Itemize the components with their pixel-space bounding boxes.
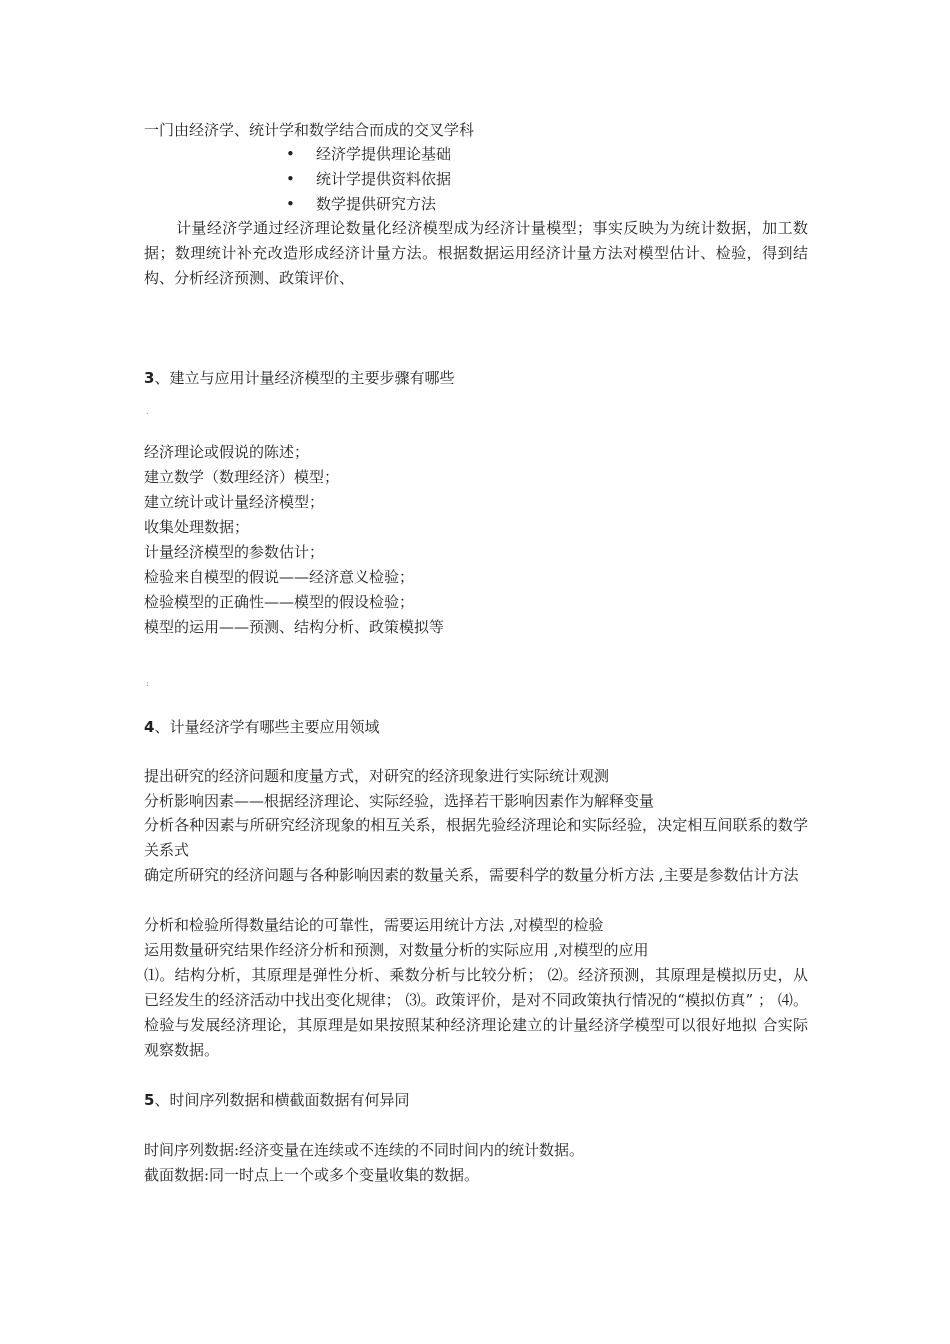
step-item: 收集处理数据；	[144, 518, 250, 536]
bullet-dot-icon: •	[286, 170, 295, 188]
intro-bullet-text: 统计学提供资料依据	[316, 170, 452, 188]
section-title: 、计量经济学有哪些主要应用领域	[154, 718, 380, 736]
section-number: 4	[144, 718, 155, 736]
application-line: 分析和检验所得数量结论的可靠性，需要运用统计方法 ,对模型的检验	[144, 916, 604, 934]
intro-bullet-text: 经济学提供理论基础	[316, 145, 452, 163]
step-item: 模型的运用——预测、结构分析、政策模拟等	[144, 618, 445, 636]
intro-bullet	[286, 142, 451, 166]
application-paragraph: 分析各种因素与所研究经济现象的相互关系，根据先验经济理论和实际经验，决定相互间联系的数学关系式	[144, 816, 808, 859]
section-4-heading	[144, 715, 379, 739]
section-number: 5	[144, 1091, 155, 1109]
section-3-heading	[144, 366, 454, 390]
application-line: 运用数量研究结果作经济分析和预测，对数量分析的实际应用 ,对模型的应用	[144, 941, 649, 959]
step-item: 检验模型的正确性——模型的假设检验；	[144, 593, 415, 611]
intro-bullet-text: 数学提供研究方法	[316, 195, 437, 213]
section-5-heading	[144, 1088, 409, 1112]
step-item: 建立数学（数理经济）模型；	[144, 468, 340, 486]
data-definition: 截面数据:同一时点上一个或多个变量收集的数据。	[144, 1166, 480, 1184]
bullet-dot-icon: •	[286, 195, 295, 213]
step-item: 计量经济模型的参数估计；	[144, 543, 325, 561]
section-title: 、建立与应用计量经济模型的主要步骤有哪些	[154, 369, 455, 387]
intro-definition: 一门由经济学、统计学和数学结合而成的交叉学科	[144, 121, 475, 139]
stray-mark: .	[146, 407, 149, 416]
step-item: 检验来自模型的假说——经济意义检验；	[144, 568, 415, 586]
intro-bullet	[286, 167, 451, 191]
intro-bullet	[286, 192, 436, 216]
data-definition: 时间序列数据:经济变量在连续或不连续的不同时间内的统计数据。	[144, 1141, 585, 1159]
intro-paragraph: 计量经济学通过经济理论数量化经济模型成为经济计量模型；事实反映为为统计数据，加工数据；数理统计补充改造形成经济计量方法。根据数据运用经济计量方法对模型估计、检验，得到结构、分析经济预测、政策评价、	[144, 219, 808, 287]
application-line: 分析影响因素——根据经济理论、实际经验，选择若干影响因素作为解释变量	[144, 792, 655, 810]
stray-mark: :	[146, 679, 149, 688]
application-line: 提出研究的经济问题和度量方式，对研究的经济现象进行实际统计观测	[144, 767, 610, 785]
section-title: 、时间序列数据和横截面数据有何异同	[154, 1091, 410, 1109]
application-detail-paragraph: ⑴。结构分析，其原理是弹性分析、乘数分析与比较分析； ⑵。经济预测，其原理是模拟历史，从已经发生的经济活动中找出变化规律； ⑶。政策评价，是对不同政策执行情况的“模拟仿真” ； ⑷。检验与发展经济理论，其原理是如果按照某种经济理论建立的计量经济学模型可以很好地拟 合实际观察数据。	[144, 966, 808, 1059]
application-paragraph: 确定所研究的经济问题与各种影响因素的数量关系，需要科学的数量分析方法 ,主要是参数估计方法	[144, 866, 799, 884]
bullet-dot-icon: •	[286, 145, 295, 163]
step-item: 建立统计或计量经济模型；	[144, 493, 325, 511]
section-number: 3	[144, 369, 155, 387]
step-item: 经济理论或假说的陈述；	[144, 443, 310, 461]
